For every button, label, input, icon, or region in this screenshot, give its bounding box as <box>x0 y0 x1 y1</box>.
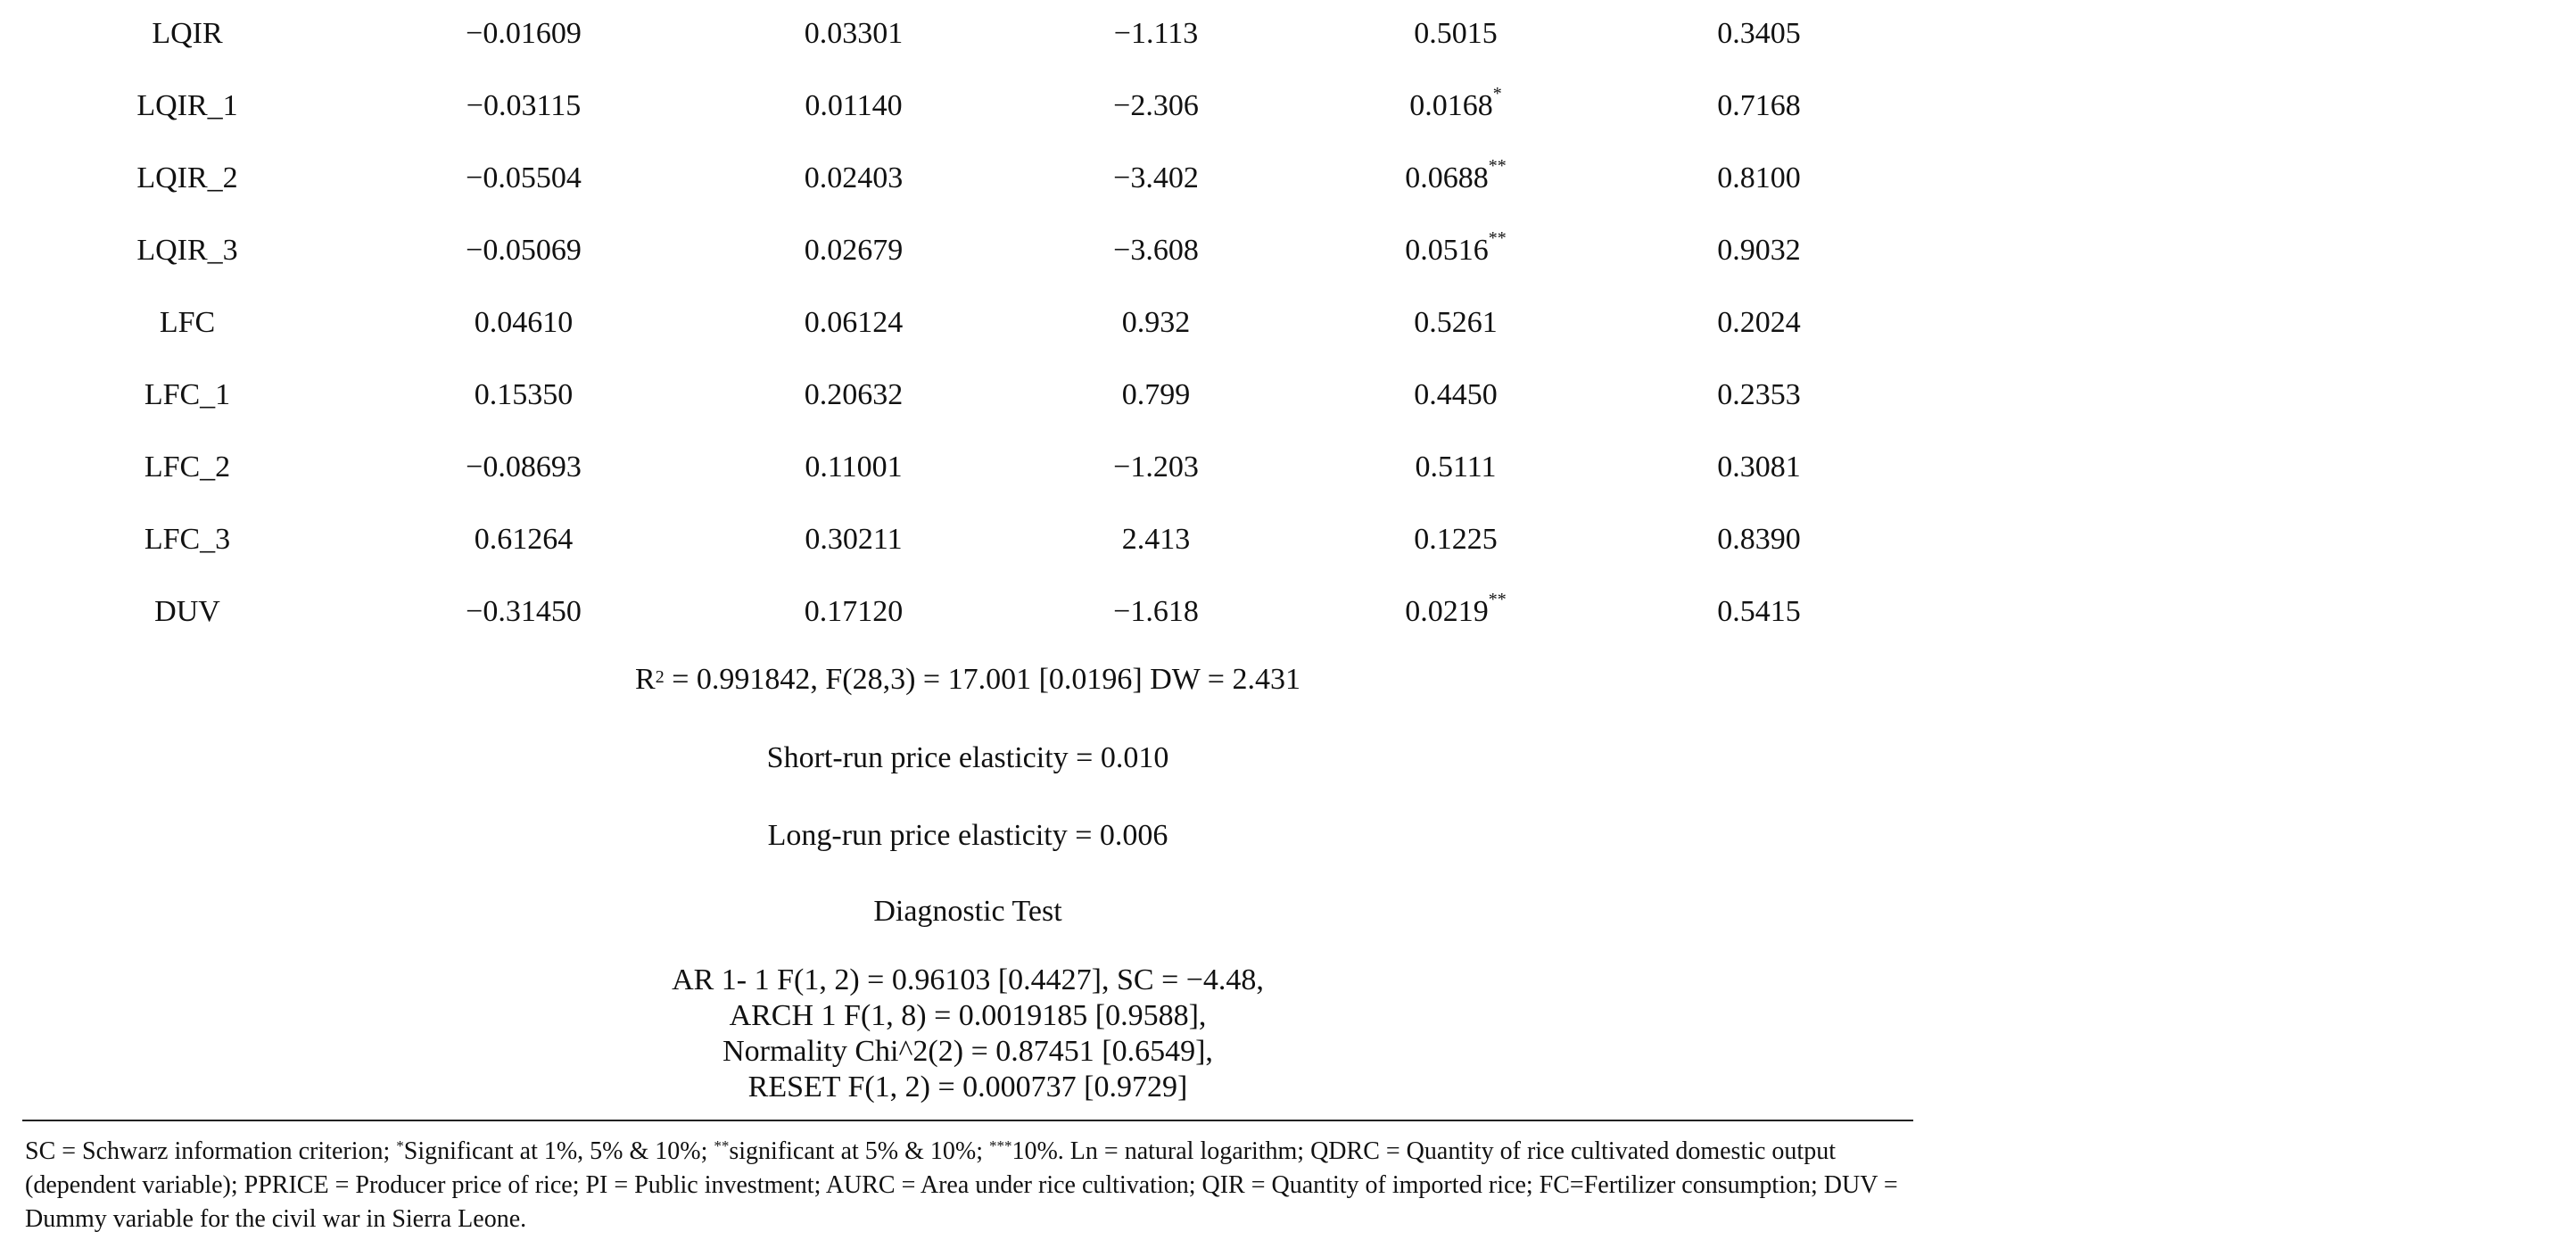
model-fit-statistics: $R^2 = 0.991842$, F(28,3) = 17.001 [0.0196] DW = 2.431 <box>635 663 1300 696</box>
short-run-elasticity: Short-run price elasticity = 0.010 <box>766 741 1169 774</box>
partial-r2: 0.8390 <box>1717 523 1801 556</box>
p-value: 0.5015 <box>1414 17 1498 50</box>
standard-error: 0.02403 <box>804 161 904 194</box>
coefficient: 0.04610 <box>474 306 574 339</box>
partial-r2: 0.8100 <box>1717 161 1801 194</box>
p-value: 0.5111 <box>1415 451 1497 484</box>
table-row <box>0 152 1918 205</box>
diagnostic-line: AR 1- 1 F(1, 2) = 0.96103 [0.4427], SC = −4.48, <box>672 963 1264 996</box>
coefficient: −0.08693 <box>466 451 582 484</box>
standard-error: 0.02679 <box>804 234 904 267</box>
table-row <box>0 224 1918 277</box>
significance-mark: ** <box>1488 590 1507 609</box>
table-footnote: SC = Schwarz information criterion; *Significant at 1%, 5% & 10%; **significant at 5% & 10%; ***10%. Ln = natural logarithm; QDRC = Quantity of rice cultivated domestic output (dependent variable); PPRICE = Producer price of rice; PI = Public investment; AURC = Area under rice cultivation; QIR = Quantity of imported rice; FC=Fertilizer consumption; DUV = Dummy variable for the civil war in Sierra Leone. <box>25 1137 1898 1233</box>
standard-error: 0.30211 <box>805 523 903 556</box>
coefficient: 0.15350 <box>474 378 574 411</box>
standard-error: 0.20632 <box>804 378 904 411</box>
table-row <box>0 441 1918 494</box>
standard-error: 0.11001 <box>805 451 903 484</box>
variable-name: LFC_2 <box>144 451 231 484</box>
standard-error: 0.03301 <box>804 17 904 50</box>
variable-name: LQIR <box>152 17 223 50</box>
standard-error: 0.06124 <box>804 306 904 339</box>
partial-r2: 0.2024 <box>1717 306 1801 339</box>
significance-mark: ** <box>1488 228 1507 248</box>
standard-error: 0.01140 <box>805 89 903 122</box>
variable-name: LQIR_1 <box>136 89 238 122</box>
p-value: 0.1225 <box>1414 523 1498 556</box>
partial-r2: 0.9032 <box>1717 234 1801 267</box>
diagnostic-test-title: Diagnostic Test <box>873 895 1062 928</box>
t-value: −3.608 <box>1113 234 1199 267</box>
coefficient: −0.05504 <box>466 161 582 194</box>
table-row <box>0 513 1918 566</box>
p-value: 0.0168* <box>1409 84 1502 122</box>
coefficient: −0.01609 <box>466 17 582 50</box>
table-bottom-rule <box>22 1120 1913 1121</box>
p-value: 0.4450 <box>1414 378 1498 411</box>
partial-r2: 0.3081 <box>1717 451 1801 484</box>
significance-mark: ** <box>1488 156 1507 176</box>
t-value: −2.306 <box>1113 89 1199 122</box>
t-value: −3.402 <box>1113 161 1199 194</box>
diagnostic-line: ARCH 1 F(1, 8) = 0.0019185 [0.9588], <box>729 999 1207 1032</box>
variable-name: DUV <box>154 595 220 628</box>
diagnostic-line: Normality Chi^2(2) = 0.87451 [0.6549], <box>722 1035 1213 1068</box>
coefficient: 0.61264 <box>474 523 574 556</box>
significance-mark: * <box>1492 84 1502 103</box>
table-row <box>0 7 1918 61</box>
t-value: 0.932 <box>1121 306 1191 339</box>
t-value: 2.413 <box>1121 523 1191 556</box>
standard-error: 0.17120 <box>804 595 904 628</box>
coefficient: −0.03115 <box>466 89 582 122</box>
partial-r2: 0.2353 <box>1717 378 1801 411</box>
partial-r2: 0.7168 <box>1717 89 1801 122</box>
variable-name: LQIR_2 <box>136 161 238 194</box>
table-row <box>0 368 1918 422</box>
t-value: −1.113 <box>1113 17 1199 50</box>
t-value: −1.203 <box>1113 451 1199 484</box>
variable-name: LFC_3 <box>144 523 231 556</box>
t-value: 0.799 <box>1121 378 1191 411</box>
long-run-elasticity: Long-run price elasticity = 0.006 <box>767 819 1168 852</box>
diagnostic-line: RESET F(1, 2) = 0.000737 [0.9729] <box>747 1071 1188 1104</box>
partial-r2: 0.3405 <box>1717 17 1801 50</box>
partial-r2: 0.5415 <box>1717 595 1801 628</box>
p-value: 0.0516** <box>1405 228 1507 267</box>
table-row <box>0 296 1918 350</box>
p-value: 0.0219** <box>1405 590 1507 628</box>
variable-name: LFC <box>159 306 216 339</box>
p-value: 0.0688** <box>1405 156 1507 194</box>
coefficient: −0.05069 <box>466 234 582 267</box>
table-row <box>0 585 1918 639</box>
coefficient: −0.31450 <box>466 595 582 628</box>
variable-name: LFC_1 <box>144 378 231 411</box>
t-value: −1.618 <box>1113 595 1199 628</box>
variable-name: LQIR_3 <box>136 234 238 267</box>
p-value: 0.5261 <box>1414 306 1498 339</box>
table-row <box>0 79 1918 133</box>
